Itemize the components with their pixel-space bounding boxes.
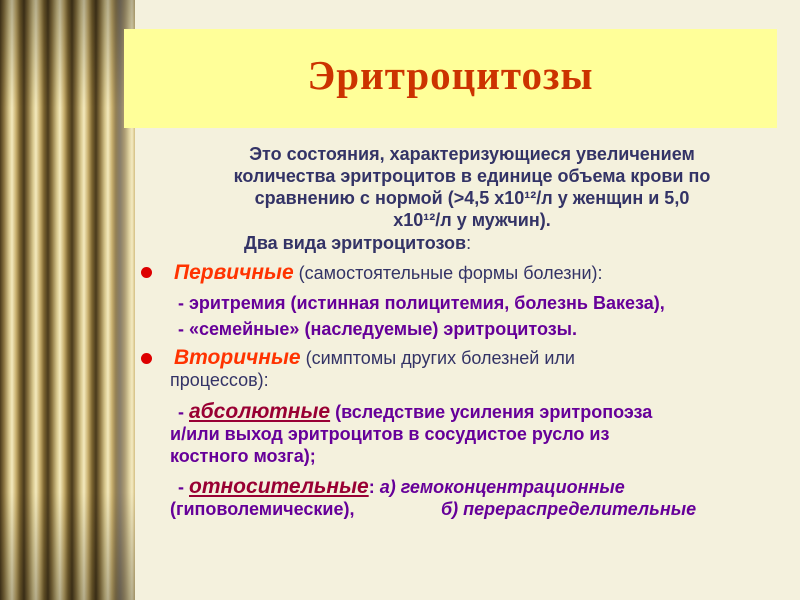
secondary-desc-cont: процессов):: [170, 370, 269, 390]
intro-line: количества эритроцитов в единице объема крови по: [233, 166, 711, 186]
two-kinds-label: Два вида эритроцитозов: [244, 233, 467, 253]
secondary-name: Вторичные: [174, 346, 301, 369]
relative-b: б) перераспределительные: [441, 499, 697, 519]
absolute-line: [178, 400, 652, 424]
curtain-shade: [0, 0, 135, 600]
relative-b-prefix: (гиповолемические),: [170, 499, 355, 519]
primary-name: Первичные: [174, 261, 294, 284]
absolute-line-cont: костного мозга);: [170, 446, 316, 466]
relative-dash: -: [178, 477, 189, 497]
two-kinds-colon: :: [466, 233, 472, 253]
absolute-name: абсолютные: [189, 400, 331, 423]
relative-line-cont: [170, 499, 354, 520]
intro-line: х10¹²/л у мужчин).: [393, 210, 551, 230]
intro-line: сравнению с нормой (>4,5 х10¹²/л у женщин и 5,0: [254, 188, 690, 208]
relative-a: а) гемоконцентрационные: [379, 477, 625, 497]
primary-item: - «семейные» (наследуемые) эритроцитозы.: [178, 319, 578, 339]
secondary-line: [174, 346, 575, 370]
primary-line: [174, 261, 603, 285]
slide-title: Эритроцитозы: [307, 52, 594, 98]
intro-line: Это состояния, характеризующиеся увеличением: [249, 144, 695, 164]
absolute-text: (вследствие усиления эритропоэза: [330, 402, 653, 422]
absolute-dash: -: [178, 402, 189, 422]
primary-item: - эритремия (истинная полицитемия, болезнь Вакеза),: [178, 293, 665, 313]
relative-colon: :: [368, 477, 380, 497]
relative-line: [178, 475, 625, 499]
absolute-line-cont: и/или выход эритроцитов в сосудистое русло из: [170, 424, 610, 444]
two-kinds-heading: [244, 233, 471, 254]
intro-paragraph: [172, 143, 772, 231]
bullet-icon: [141, 267, 152, 278]
secondary-desc: (симптомы других болезней или: [300, 348, 575, 368]
primary-desc: (самостоятельные формы болезни):: [293, 263, 603, 283]
title-box: [124, 29, 777, 128]
bullet-icon: [141, 353, 152, 364]
relative-name: относительные: [189, 475, 369, 498]
